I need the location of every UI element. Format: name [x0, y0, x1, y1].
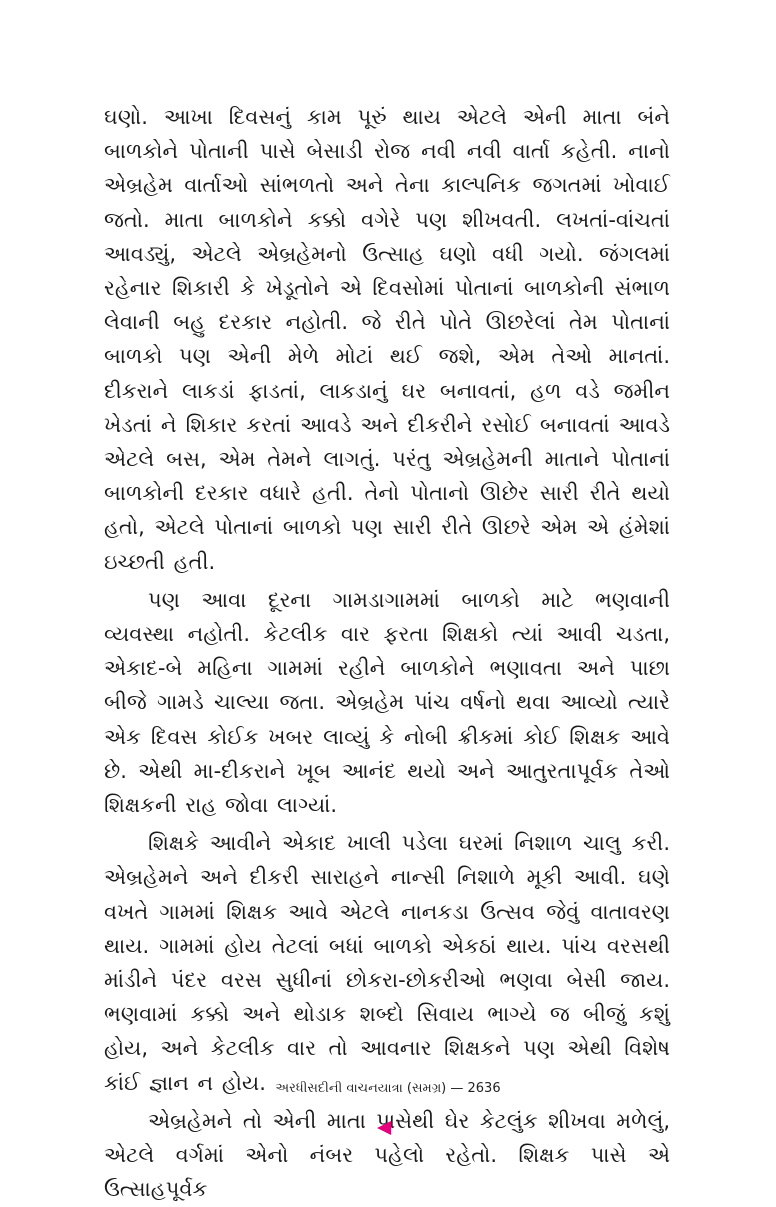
paragraph-2: પણ આવા દૂરના ગામડાગામમાં બાળકો માટે ભણવાની વ્યવસ્થા નહોતી. કેટલીક વાર ફરતા શિક્ષકો ત્યાં આવી ચડતા, એકાદ-બે મહિના ગામમાં રહીને બાળકોને ભણાવતા અને પાછા બીજે ગામડે ચાલ્યા જતા. એબ્રહેમ પાંચ વર્ષનો થવા આવ્યો ત્યારે એક દિવસ કોઈક ખબર લાવ્યું કે નોબી ક્રીકમાં કોઈ શિક્ષક આવે છે. એથી મા-દીકરાને ખૂબ આનંદ થયો અને આતુરતાપૂર્વક તેઓ શિક્ષકની રાહ જોવા લાગ્યાં. — [104, 587, 670, 818]
paragraph-4: એબ્રહેમને તો એની માતા પાસેથી ઘેર કેટલુંક શીખવા મળેલું, એટલે વર્ગમાં એનો નંબર પહેલો રહેતો. શિક્ષક પાસે એ ઉત્સાહપૂર્વક — [104, 1108, 670, 1202]
paragraph-1: ઘણો. આખા દિવસનું કામ પૂરું થાય એટલે એની માતા બંને બાળકોને પોતાની પાસે બેસાડી રોજ નવી નવી વાર્તા કહેતી. નાનો એબ્રહેમ વાર્તાઓ સાંભળતો અને તેના કાલ્પનિક જગતમાં ખોવાઈ જતો. માતા બાળકોને કક્કો વગેરે પણ શીખવતી. લખતાં-વાંચતાં આવડ્યું, એટલે એબ્રહેમનો ઉત્સાહ ઘણો વધી ગયો. જંગલમાં રહેનાર શિકારી કે ખેડૂતોને એ દિવસોમાં પોતાનાં બાળકોની સંભાળ લેવાની બહુ દરકાર નહોતી. જે રીતે પોતે ઊછરેલાં તેમ પોતાનાં બાળકો પણ એની મેળે મોટાં થઈ જશે, એમ તેઓ માનતાં. દીકરાને લાકડાં ફાડતાં, લાકડાનું ઘર બનાવતાં, હળ વડે જમીન ખેડતાં ને શિકાર કરતાં આવડે અને દીકરીને રસોઈ બનાવતાં આવડે એટલે બસ, એમ તેમને લાગતું. પરંતુ એબ્રહેમની માતાને પોતાનાં બાળકોની દરકાર વધારે હતી. તેનો પોતાનો ઊછેર સારી રીતે થયો હતો, એટલે પોતાનાં બાળકો પણ સારી રીતે ઊછરે એમ એ હંમેશાં ઇચ્છતી હતી. — [104, 105, 670, 574]
paragraph-3: શિક્ષકે આવીને એકાદ ખાલી પડેલા ઘરમાં નિશાળ ચાલુ કરી. એબ્રહેમને અને દીકરી સારાહને નાન્સી નિશાળે મૂકી આવી. ઘણે વખતે ગામમાં શિક્ષક આવે એટલે નાનકડા ઉત્સવ જેવું વાતાવરણ થાય. ગામમાં હોય તેટલાં બધાં બાળકો એકઠાં થાય. પાંચ વરસથી માંડીને પંદર વરસ સુધીનાં છોકરા-છોકરીઓ ભણવા બેસી જાય. ભણવામાં કક્કો અને થોડાક શબ્દો સિવાય ભાગ્યે જ બીજું કશું હોય, અને કેટલીક વાર તો આવનાર શિક્ષકને પણ એથી વિશેષ કાંઈ જ્ઞાન ન હોય. — [104, 831, 670, 1095]
page-body — [104, 100, 670, 1207]
triangle-left-icon[interactable] — [377, 1121, 391, 1135]
page-footer: અરધીસદીની વાચનયાત્રા (સમગ્ર) — 2636 — [275, 1081, 501, 1096]
